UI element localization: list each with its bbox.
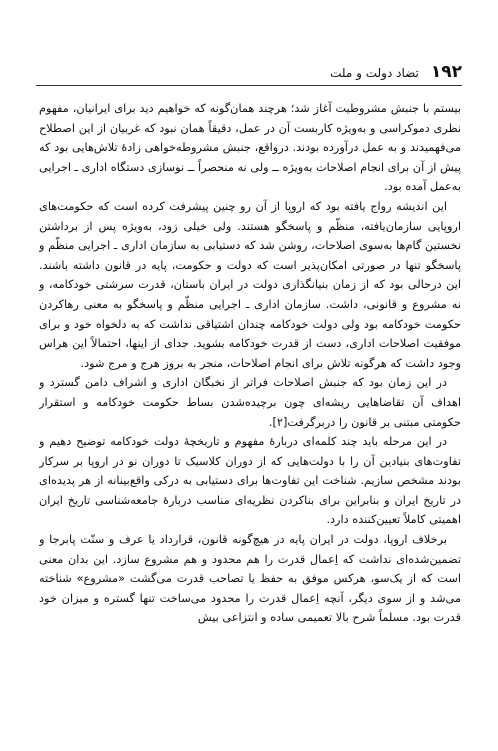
paragraph-3: در این زمان بود که جنبش اصلاحات فراتر از نخبگان اداری و اشراف دامن گسترد و اهداف آن تقاضاهایی ریشه‌ای چون برچیده‌شدن بساط حکومت خودکامه و استقرار حکومتی مبتنی بر قانون را دربرگرفت[۲]. (39, 376, 461, 429)
paragraph-5: برخلاف اروپا، دولت در ایران پایه در هیچ‌گونه قانون، قرارداد یا عرف و سنّت پابرجا و تضمین‌شده‌ای نداشت که اِعمال قدرت را هم محدود و هم مشروع سازد. این بدان معنی است که از یک‌سو، هرکس موفق به حفظ یا تصاحب قدرت می‌گشت «مشروع» شناخته می‌شد و از سوی دیگر، آنچه اِعمال قدرت را محدود می‌ساخت تنها گستره و میزان خود قدرت بود. مسلماً شرح بالا تعمیمی ساده و انتزاعی بیش (39, 533, 461, 625)
running-title: تضاد دولت و ملت (330, 66, 419, 80)
page-header (36, 60, 462, 82)
page-number: ۱۹۲ (430, 62, 462, 82)
body-text (39, 99, 461, 739)
paragraph-4: در این مرحله باید چند کلمه‌ای دربارهٔ مفهوم و تاریخچهٔ دولت خودکامه توضیح دهیم و تفاوت‌های بنیادین آن را با دولت‌هایی که از دوران کلاسیک تا دوران نو در اروپا بر سرکار بودند مشخص سازیم. شناخت این تفاوت‌ها برای دستیابی به درکی واقع‌بینانه از هر پدیده‌ای در تاریخ ایران و بنابراین برای بناکردن نظریه‌ای مناسب دربارهٔ جامعه‌شناسی تاریخ ایران اهمیتی کاملاً تعیین‌کننده دارد. (39, 435, 461, 527)
paragraph-2: این اندیشه رواج یافته بود که اروپا از آن رو چنین پیشرفت کرده است که حکومت‌های اروپایی سازمان‌یافته، منظّم و پاسخگو هستند. ولی خیلی زود، به‌ویژه پس از برداشتن نخستین گام‌ها به‌سوی اصلاحات، روشن شد که دستیابی به سازمان اداری ـ اجرایی منظّم و پاسخگو تنها در صورتی امکان‌پذیر است که دولت و حکومت، پایه در قانون داشته باشند. این درحالی بود که از زمان بنیانگذاری دولت در ایران باستان، قدرت سرشتی خودکامه، و نه مشروع و قانونی، داشت. سازمان اداری ـ اجرایی منظّم و پاسخگو به معنی رهاکردن حکومت خودکامه بود ولی دولت خودکامه چندان اشتیاقی نداشت که به دلخواه خود و برای موفقیت اصلاحات اداری، دست از قدرت خودکامه بشوید. جدای از اینها، احتمالاً این هراس وجود داشت که هرگونه تلاش برای انجام اصلاحات، منجر به بروز هرج و مرج شود. (39, 199, 461, 370)
paragraph-1: بیستم با جنبش مشروطیت آغاز شد؛ هرچند همان‌گونه که خواهیم دید برای ایرانیان، مفهوم نظری دموکراسی و به‌ویژه کاربست آن در عمل، دقیقاً همان نبود که غربیان از این اصطلاح می‌فهمیدند و به عمل درآورده بودند. درواقع، جنبش مشروطه‌خواهی زادهٔ تلاش‌هایی بود که پیش از آن برای انجام اصلاحات به‌ویژه ــ ولی نه منحصراً ــ نوسازی دستگاه اداری ـ اجرایی به‌عمل آمده بود. (39, 102, 461, 194)
header-rule (36, 85, 462, 86)
